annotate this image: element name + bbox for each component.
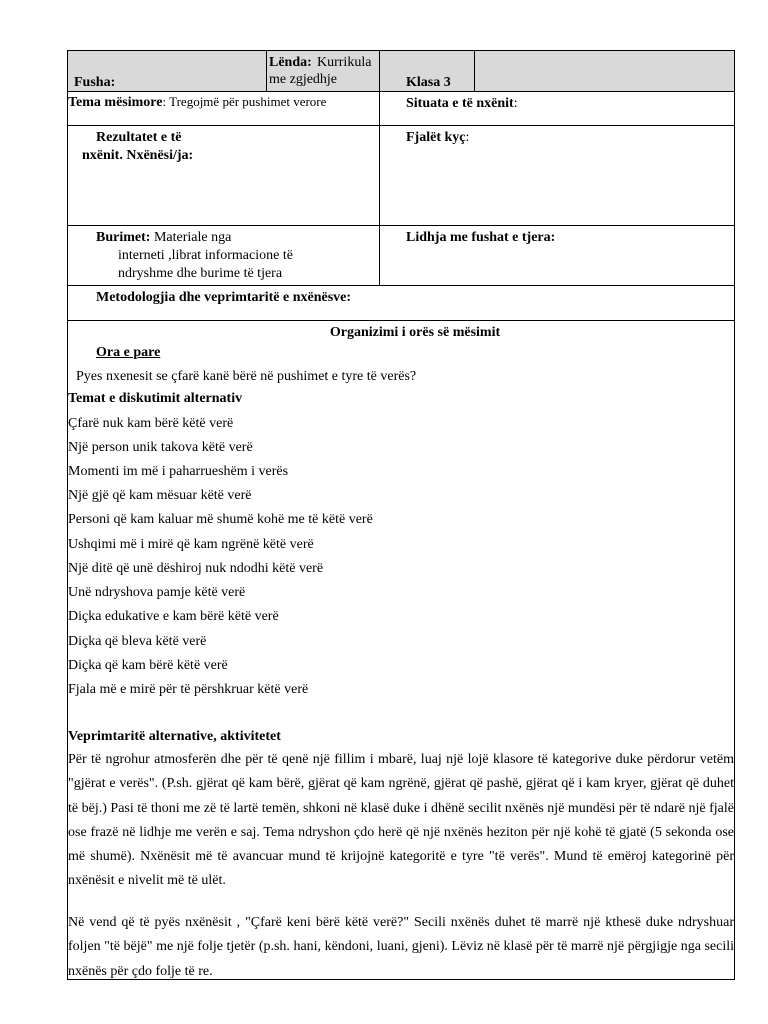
topic-item: Një gjë që kam mësuar këtë verë xyxy=(68,488,252,503)
temat-heading: Temat e diskutimit alternativ xyxy=(68,391,243,406)
topic-item: Diçka që bleva këtë verë xyxy=(68,634,207,649)
lenda-label: Lënda: xyxy=(269,55,312,70)
tema-label: Tema mësimore xyxy=(68,95,163,110)
topic-item: Diçka edukative e kam bërë këtë verë xyxy=(68,609,279,624)
pyes-line: Pyes nxenesit se çfarë kanë bërë në pushimet e tyre të verës? xyxy=(76,369,417,384)
veprimtarite-heading: Veprimtaritë alternative, aktivitetet xyxy=(68,729,281,744)
burimet-line-2: interneti ,librat informacione të xyxy=(118,248,293,263)
rezultatet-line-1: Rezultatet e të xyxy=(96,130,182,145)
organizimi-heading: Organizimi i orës së mësimit xyxy=(329,325,501,340)
metodologjia-label: Metodologjia dhe veprimtaritë e nxënësve: xyxy=(96,290,352,305)
topic-item: Çfarë nuk kam bërë këtë verë xyxy=(68,416,234,431)
situata-colon: : xyxy=(513,96,518,111)
situata xyxy=(406,95,518,113)
fjalet-label: Fjalët kyç xyxy=(406,130,466,145)
rezultatet-line-2: nxënit. Nxënësi/ja: xyxy=(82,148,194,163)
paragraph-2: Në vend që të pyës nxënësit , "Çfarë keni bërë këtë verë?" Secili nxënës duhet të marrë një kthesë duke ndryshuar foljen "të bëjë" me një folje tjetër (p.sh. hani, këndoni, luani, gjeni). Lëviz në klasë për të marrë një përgjigje nga secili nxënës për çdo folje të re. xyxy=(68,915,734,979)
header-cell-empty xyxy=(474,50,735,92)
situata-label: Situata e të nxënit xyxy=(406,96,514,111)
topic-item: Një person unik takova këtë verë xyxy=(68,440,253,455)
tema-value: : Tregojmë për pushimet verore xyxy=(162,94,327,109)
topic-item: Unë ndryshova pamje këtë verë xyxy=(68,585,246,600)
topic-item: Një ditë që unë dëshiroj nuk ndodhi këtë verë xyxy=(68,561,324,576)
burimet-line-3: ndryshme dhe burime të tjera xyxy=(118,266,283,281)
topic-item: Personi që kam kaluar më shumë kohë me të këtë verë xyxy=(68,512,373,527)
fjalet-colon: : xyxy=(465,130,470,145)
fjalet-kyc xyxy=(406,129,469,147)
paragraph-1: Për të ngrohur atmosferën dhe për të qenë një fillim i mbarë, luaj një lojë klasore të kategorive duke përdorur vetëm "gjërat e verës". (P.sh. gjërat që kam bërë, gjërat që kam ngrënë, gjërat që pashë, gjërat që i kam kryer, gjërat që duhet të bëj.) Pasi të thoni me zë të lartë temën, shkoni në klasë duke i dhënë secilit nxënës një mundësi për të ndarë një fjalë ose frazë në lidhje me verën e saj. Tema ndryshon çdo herë që një nxënës heziton për një kohë të gjatë (5 sekonda ose më shumë). Nxënësit më të avancuar mund të krijojnë kategoritë e tyre "të verës". Mund të emëroj kategorinë për nxënësit e nivelit më të ulët. xyxy=(68,752,734,889)
burimet xyxy=(96,229,231,247)
topic-item: Momenti im më i paharrueshëm i verës xyxy=(68,464,289,479)
lenda-value: Kurrikula xyxy=(317,55,372,70)
topic-item: Diçka që kam bërë këtë verë xyxy=(68,658,228,673)
lidhja-label: Lidhja me fushat e tjera: xyxy=(406,230,556,245)
topic-item: Fjala më e mirë për të përshkruar këtë verë xyxy=(68,682,309,697)
burimet-value: Materiale nga xyxy=(150,230,232,245)
lenda-value-2: me zgjedhje xyxy=(269,72,338,87)
burimet-label: Burimet: xyxy=(96,230,151,245)
ora-e-pare: Ora e pare xyxy=(96,345,161,360)
klasa-label: Klasa 3 xyxy=(406,75,451,90)
fusha-label: Fusha: xyxy=(74,75,116,90)
tema-mesimore xyxy=(68,93,326,112)
topic-item: Ushqimi më i mirë që kam ngrënë këtë verë xyxy=(68,537,314,552)
